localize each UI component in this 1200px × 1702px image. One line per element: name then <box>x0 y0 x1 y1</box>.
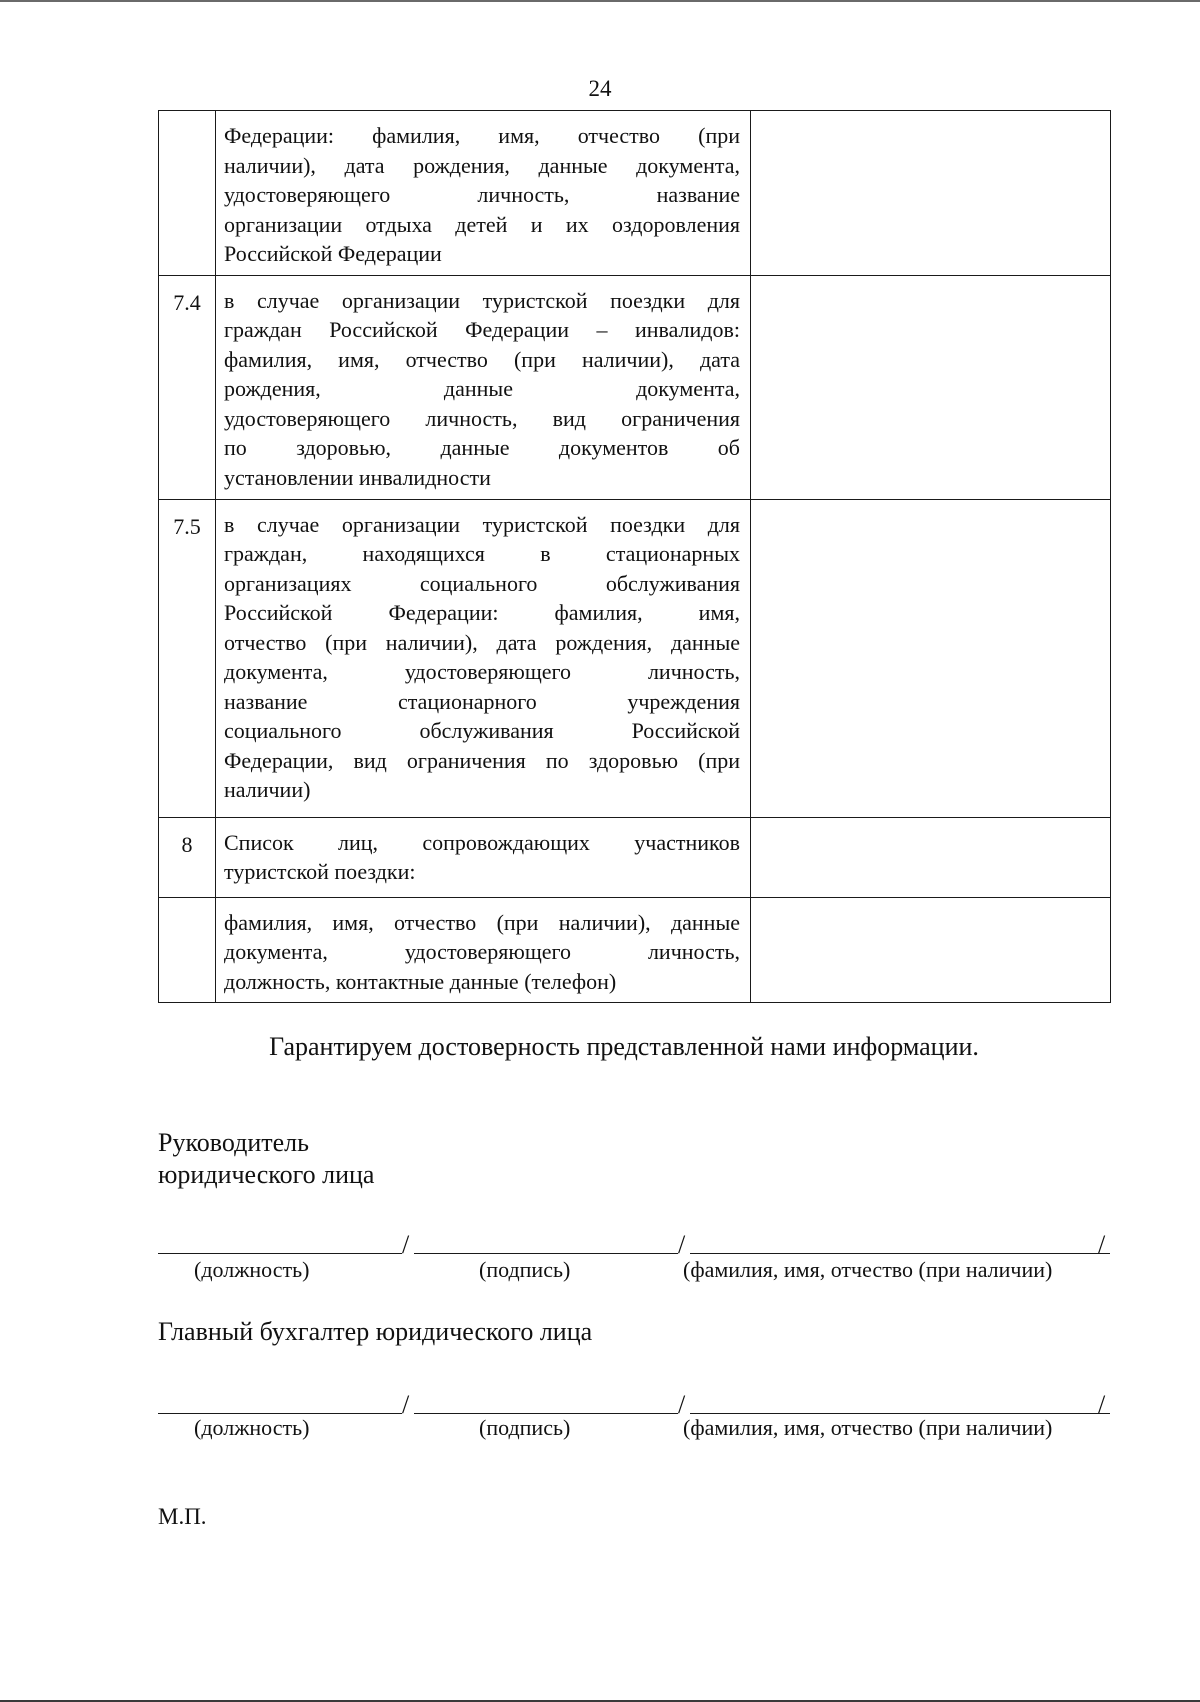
head-signature-blank[interactable] <box>414 1252 678 1254</box>
row-description-cell <box>216 275 751 499</box>
description-line: фамилия, имя, отчество (при наличии), данные <box>224 909 740 935</box>
table-body <box>159 111 1111 1003</box>
separator-slash: / <box>678 1230 686 1259</box>
chief-accountant-label: Главный бухгалтер юридического лица <box>158 1317 593 1346</box>
accountant-signature-row <box>158 1384 1110 1419</box>
row-description-cell <box>216 817 751 897</box>
description-line: Федерации, вид ограничения по здоровью (при <box>224 747 740 773</box>
row-value-cell[interactable] <box>751 817 1111 897</box>
row-description-cell <box>216 897 751 1003</box>
description-line: документа, удостоверяющего личность, <box>224 939 740 964</box>
guarantee-statement: Гарантируем достоверность представленной нами информации. <box>269 1032 979 1061</box>
description-line: рождения, данные документа, <box>224 376 740 401</box>
head-label-line-1: Руководитель <box>158 1128 309 1157</box>
stamp-place-label: М.П. <box>158 1504 207 1529</box>
head-position-blank[interactable] <box>158 1252 402 1254</box>
description-line: удостоверяющего личность, название <box>224 182 740 207</box>
head-name-caption: (фамилия, имя, отчество (при наличии) <box>683 1257 1053 1282</box>
description-line: наличии) <box>224 777 311 802</box>
separator-slash: / <box>1098 1390 1106 1419</box>
row-description-cell <box>216 111 751 276</box>
accountant-signature-caption: (подпись) <box>479 1415 571 1440</box>
head-signature-caption: (подпись) <box>479 1257 571 1282</box>
separator-slash: / <box>402 1230 410 1259</box>
description-line: должность, контактные данные (телефон) <box>224 968 617 994</box>
description-line: удостоверяющего личность, вид ограничения <box>224 405 740 431</box>
head-label-line-2: юридического лица <box>158 1160 375 1189</box>
head-signature-row <box>158 1224 1110 1259</box>
row-number-cell: 7.4 <box>159 275 216 499</box>
head-name-blank[interactable] <box>690 1252 1110 1254</box>
row-number-cell <box>159 111 216 276</box>
row-value-cell[interactable] <box>751 275 1111 499</box>
accountant-position-caption: (должность) <box>194 1415 310 1440</box>
description-line: Федерации: фамилия, имя, отчество (при <box>224 123 740 148</box>
separator-slash: / <box>678 1390 686 1419</box>
description-line: граждан, находящихся в стационарных <box>224 541 740 566</box>
accountant-name-caption: (фамилия, имя, отчество (при наличии) <box>683 1415 1053 1440</box>
description-line: Российской Федерации: фамилия, имя, <box>224 600 740 625</box>
scan-edge-top <box>0 0 1200 2</box>
table-row <box>159 499 1111 817</box>
description-line: социального обслуживания Российской <box>224 718 740 743</box>
page-number: 24 <box>588 76 612 101</box>
description-line: Список лиц, сопровождающих участников <box>224 829 740 855</box>
description-line: Российской Федерации <box>224 241 442 266</box>
row-value-cell[interactable] <box>751 111 1111 276</box>
table-row <box>159 111 1111 276</box>
row-value-cell[interactable] <box>751 499 1111 817</box>
description-line: организации отдыха детей и их оздоровления <box>224 211 740 237</box>
row-number-cell <box>159 897 216 1003</box>
description-line: по здоровью, данные документов об <box>224 435 740 460</box>
description-line: название стационарного учреждения <box>224 688 740 714</box>
separator-slash: / <box>1098 1230 1106 1259</box>
head-position-caption: (должность) <box>194 1257 310 1282</box>
separator-slash: / <box>402 1390 410 1419</box>
description-line: организациях социального обслуживания <box>224 570 740 596</box>
description-line: фамилия, имя, отчество (при наличии), дата <box>224 346 740 372</box>
description-line: документа, удостоверяющего личность, <box>224 659 740 684</box>
description-line: туристской поездки: <box>224 859 416 884</box>
row-value-cell[interactable] <box>751 897 1111 1003</box>
row-number-cell: 7.5 <box>159 499 216 817</box>
table-row <box>159 817 1111 897</box>
description-line: в случае организации туристской поездки для <box>224 511 740 537</box>
description-line: установлении инвалидности <box>224 464 491 490</box>
description-line: граждан Российской Федерации – инвалидов: <box>224 317 740 342</box>
application-table <box>158 110 1111 1003</box>
row-number-cell: 8 <box>159 817 216 897</box>
table-row <box>159 897 1111 1003</box>
description-line: отчество (при наличии), дата рождения, данные <box>224 629 740 655</box>
description-line: наличии), дата рождения, данные документа, <box>224 152 740 178</box>
table-row <box>159 275 1111 499</box>
head-of-legal-entity-label <box>158 1127 374 1191</box>
description-line: в случае организации туристской поездки для <box>224 287 740 313</box>
row-description-cell <box>216 499 751 817</box>
